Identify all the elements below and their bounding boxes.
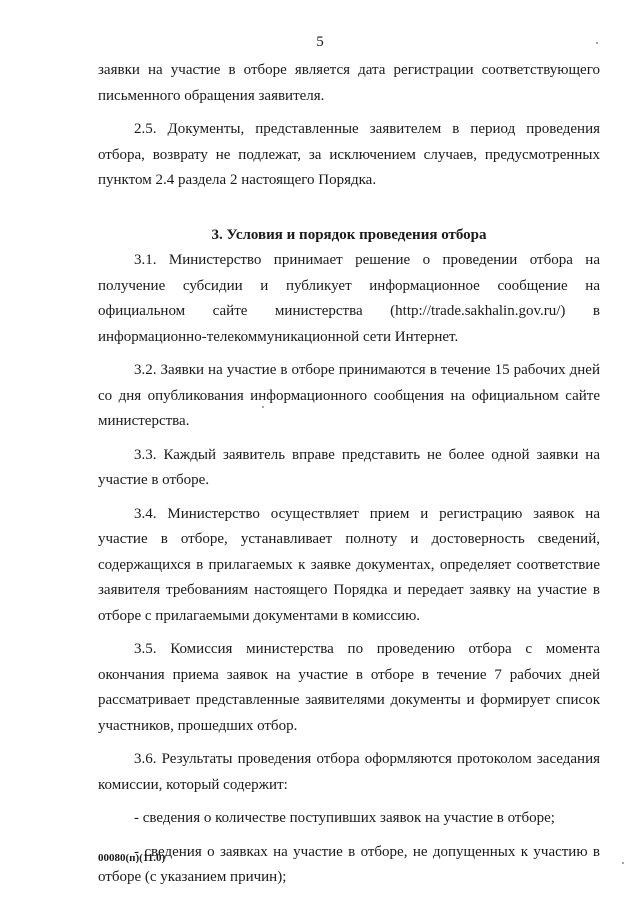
- scan-speck: [622, 862, 624, 864]
- scan-speck: [596, 42, 598, 44]
- paragraph-3-6: 3.6. Результаты проведения отбора оформляются протоколом заседания комиссии, который содержит:: [98, 751, 600, 793]
- paragraph-3-5: 3.5. Комиссия министерства по проведению отбора с момента окончания приема заявок на участие в отборе в течение 7 рабочих дней рассматривает представленные заявителями документы и формирует список участников, прошедших отбор.: [98, 641, 600, 734]
- paragraph-3-4: 3.4. Министерство осуществляет прием и регистрацию заявок на участие в отборе, устанавливает полноту и достоверность сведений, содержащихся в прилагаемых к заявке документах, определяет соответствие заявителя требованиям настоящего Порядка и передает заявку на участие в отборе с прилагаемыми документами в комиссию.: [98, 505, 600, 624]
- list-item-rejected-applications: - сведения о заявках на участие в отборе, не допущенных к участию в отборе (с указанием причин);: [98, 843, 600, 885]
- list-item-applications-count: - сведения о количестве поступивших заявок на участие в отборе;: [134, 810, 555, 826]
- section-heading-3: 3. Условия и порядок проведения отбора: [211, 226, 487, 243]
- paragraph-continuation: заявки на участие в отборе является дата регистрации соответствующего письменного обращения заявителя.: [98, 62, 600, 104]
- paragraph-3-1: 3.1. Министерство принимает решение о проведении отбора на получение субсидии и публикует информационное сообщение на официальном сайте министерства (http://trade.sakhalin.gov.ru/) в информационно-телекоммуникационной сети Интернет.: [98, 252, 600, 345]
- scan-speck: [262, 406, 264, 408]
- document-body: [98, 58, 600, 891]
- paragraph-2-5: 2.5. Документы, представленные заявителем в период проведения отбора, возврату не подлежат, за исключением случаев, предусмотренных пунктом 2.4 раздела 2 настоящего Порядка.: [98, 121, 600, 188]
- document-footer-code: 00080(п)(11.0): [98, 852, 166, 864]
- paragraph-3-2: 3.2. Заявки на участие в отборе принимаются в течение 15 рабочих дней со дня опубликования информационного сообщения на официальном сайте министерства.: [98, 362, 600, 429]
- paragraph-3-3: 3.3. Каждый заявитель вправе представить не более одной заявки на участие в отборе.: [98, 446, 600, 488]
- page-number: 5: [316, 34, 324, 50]
